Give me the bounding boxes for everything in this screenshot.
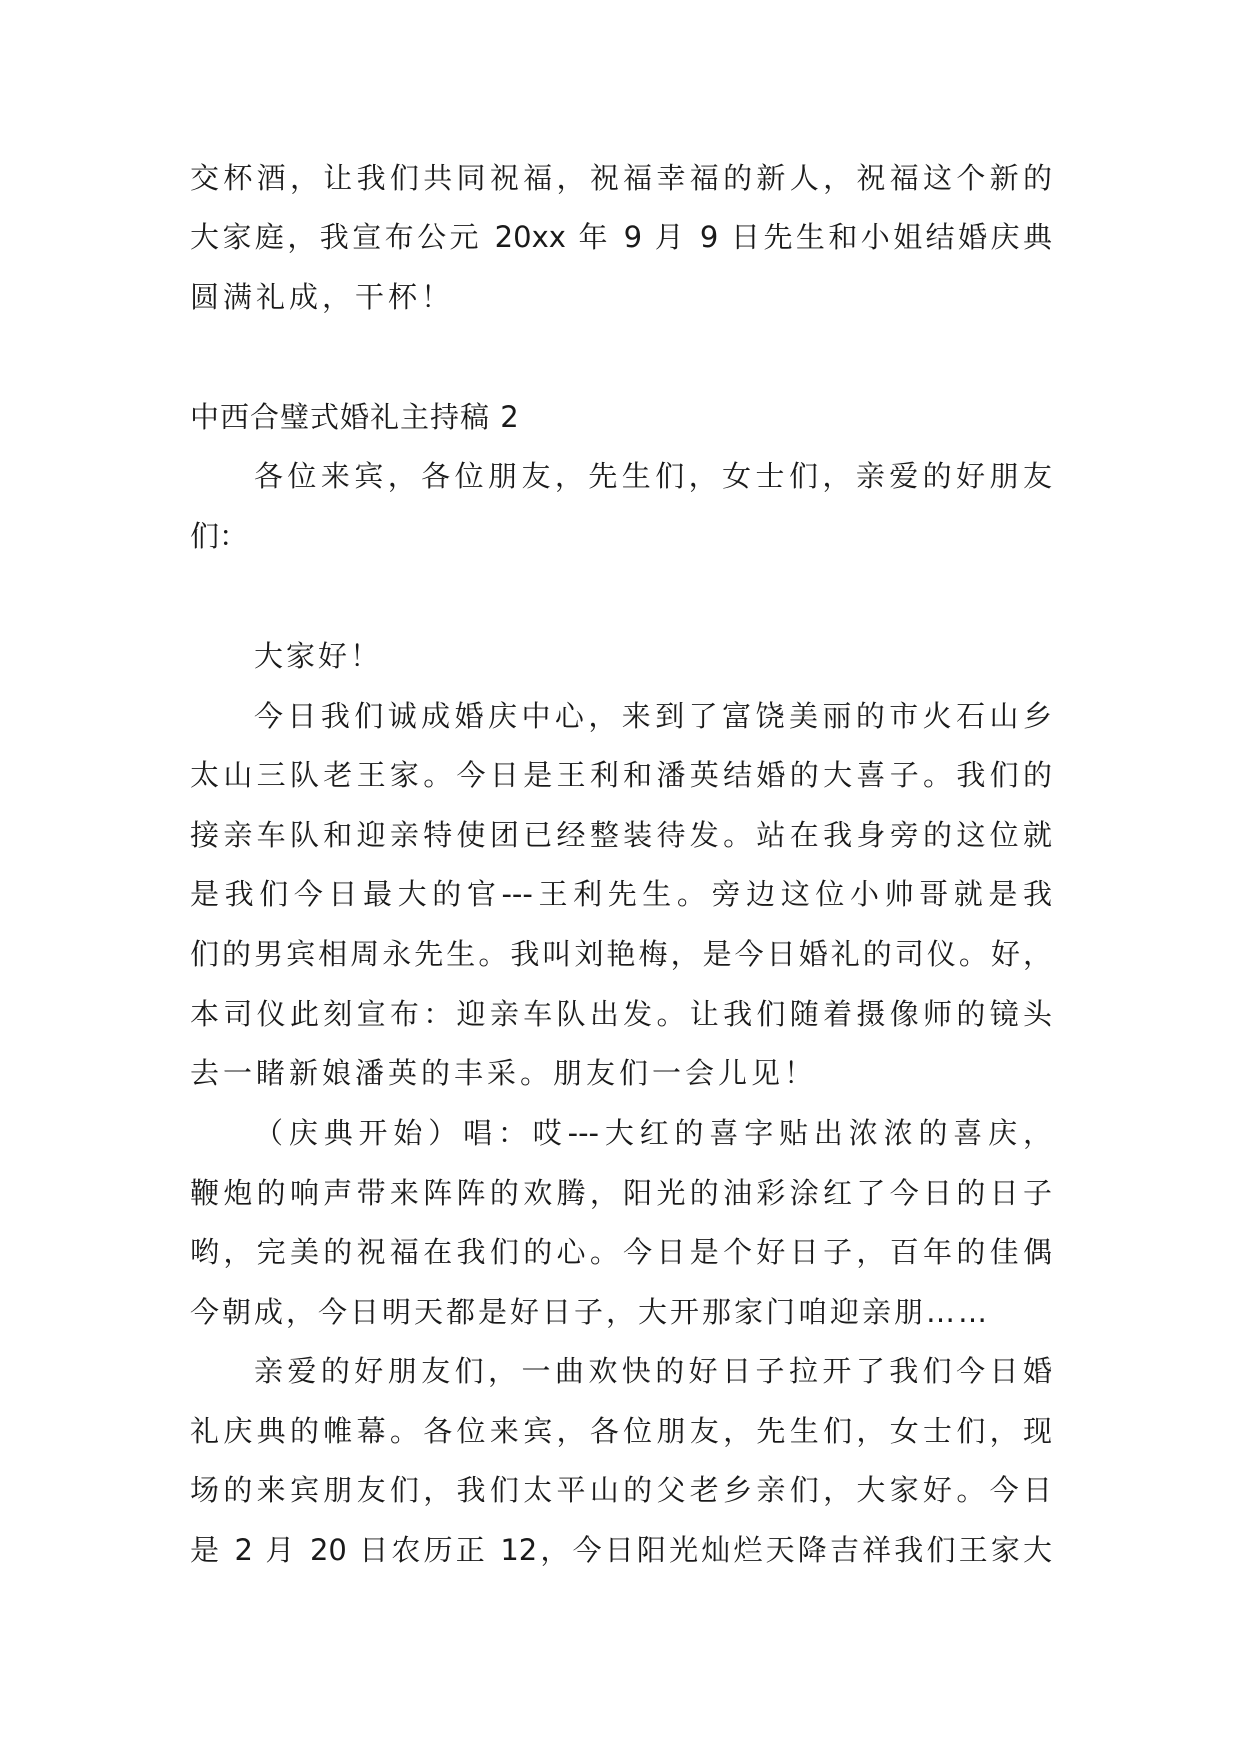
text-line-13: 本司仪此刻宣布：迎亲车队出发。让我们随着摄像师的镜头 xyxy=(190,997,1052,1031)
section-heading: 中西合璧式婚礼主持稿 2 xyxy=(190,400,520,434)
text-line-17: 哟，完美的祝福在我们的心。今日是个好日子，百年的佳偶 xyxy=(190,1235,1052,1269)
text-line-2: 大家庭，我宣布公元 20xx 年 9 月 9 日先生和小姐结婚庆典 xyxy=(190,220,1052,254)
text-line-10: 接亲车队和迎亲特使团已经整装待发。站在我身旁的这位就 xyxy=(190,818,1052,852)
text-line-6: 们： xyxy=(190,519,249,553)
text-line-9: 太山三队老王家。今日是王利和潘英结婚的大喜子。我们的 xyxy=(190,758,1052,792)
text-line-15: （庆典开始）唱：哎---大红的喜字贴出浓浓的喜庆， xyxy=(254,1116,1052,1150)
text-line-5: 各位来宾，各位朋友，先生们，女士们，亲爱的好朋友 xyxy=(254,459,1052,493)
text-line-12: 们的男宾相周永先生。我叫刘艳梅，是今日婚礼的司仪。好， xyxy=(190,937,1052,971)
text-line-19: 亲爱的好朋友们，一曲欢快的好日子拉开了我们今日婚 xyxy=(254,1354,1052,1388)
text-line-1: 交杯酒，让我们共同祝福，祝福幸福的新人，祝福这个新的 xyxy=(190,161,1052,195)
greeting-line: 大家好！ xyxy=(254,639,383,673)
text-line-21: 场的来宾朋友们，我们太平山的父老乡亲们，大家好。今日 xyxy=(190,1473,1052,1507)
text-line-22: 是 2 月 20 日农历正 12，今日阳光灿烂天降吉祥我们王家大 xyxy=(190,1533,1052,1567)
text-line-18: 今朝成，今日明天都是好日子，大开那家门咱迎亲朋…… xyxy=(190,1295,991,1329)
text-line-16: 鞭炮的响声带来阵阵的欢腾，阳光的油彩涂红了今日的日子 xyxy=(190,1176,1052,1210)
text-line-3: 圆满礼成，干杯！ xyxy=(190,280,455,314)
text-line-11: 是我们今日最大的官---王利先生。旁边这位小帅哥就是我 xyxy=(190,877,1052,911)
text-line-8: 今日我们诚成婚庆中心，来到了富饶美丽的市火石山乡 xyxy=(254,699,1052,733)
text-line-14: 去一睹新娘潘英的丰采。朋友们一会儿见！ xyxy=(190,1056,818,1090)
text-line-20: 礼庆典的帷幕。各位来宾，各位朋友，先生们，女士们，现 xyxy=(190,1414,1052,1448)
